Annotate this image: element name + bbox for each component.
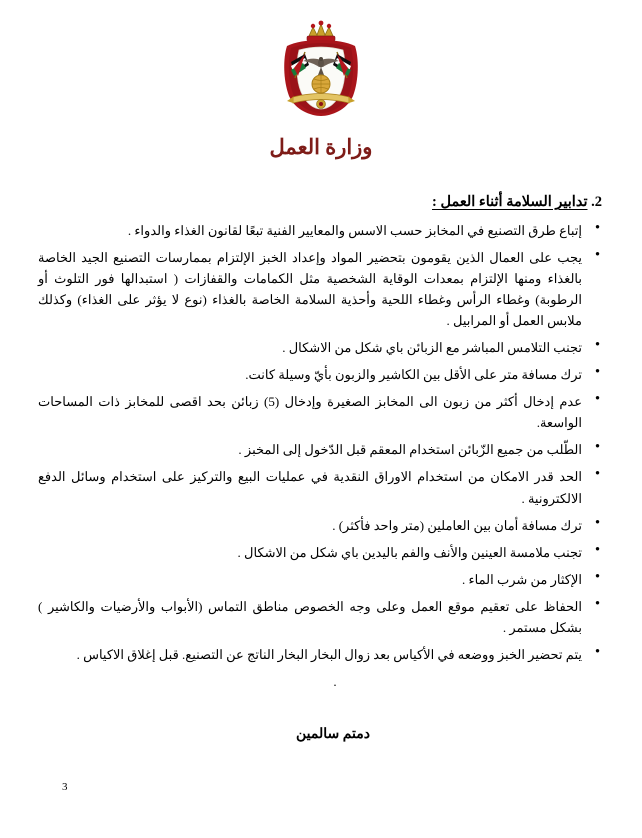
- stray-period: .: [333, 673, 337, 689]
- ministry-title: وزارة العمل: [269, 135, 373, 159]
- section-heading: [38, 194, 602, 211]
- list-item: ● إتباع طرق التصنيع في المخابز حسب الاسس والمعايير الفنية تبعًا لقانون الغذاء والدواء .: [38, 220, 602, 241]
- safety-measures-list: [38, 220, 602, 665]
- list-item: ● تجنب التلامس المباشر مع الزبائن باي شكل من الاشكال .: [38, 337, 602, 358]
- list-item: ● ترك مسافة متر على الأقل بين الكاشير والزبون بأيّ وسيلة كانت.: [38, 364, 602, 385]
- list-item: ● تجنب ملامسة العينين والأنف والفم باليدين باي شكل من الاشكال .: [38, 542, 602, 563]
- list-item: ● يجب على العمال الذين يقومون بتحضير المواد وإعداد الخبز الإلتزام بممارسات التصنيع الجيد الخاصة بالغذاء ومنها الإلتزام بمعدات الوقاية الشخصية مثل الكمامات والقفازات ( استبدالها فور التلوث أو الرطوبة) وغطاء الرأس وغطاء اللحية وأحذية السلامة الخاصة بالغذاء (نوع لا يؤثر على الغذاء) وكذلك ملابس العمل أو المرابيل .: [38, 247, 602, 331]
- page-number: 3: [62, 781, 68, 793]
- closing-salutation: دمتم سالمين: [295, 726, 370, 742]
- list-item: ● الإكثار من شرب الماء .: [38, 569, 602, 590]
- list-item: ● يتم تحضير الخبز ووضعه في الأكياس بعد زوال البخار البخار الناتج عن التصنيع. قبل إغلاق الاكياس .: [38, 644, 602, 665]
- document-header: [0, 0, 642, 160]
- list-item: ● الحد قدر الامكان من استخدام الاوراق النقدية في عمليات البيع والتركيز على استخدام وسائل الدفع الالكترونية .: [38, 466, 602, 508]
- jordan-coat-of-arms-icon: [261, 18, 381, 122]
- section-number: 2.: [591, 194, 602, 210]
- list-item: ● عدم إدخال أكثر من زبون الى المخابز الصغيرة وإدخال (5) زبائن بحد اقصى للمخابز ذات المساحات الواسعة.: [38, 391, 602, 433]
- list-item: ● الطّلب من جميع الزّبائن استخدام المعقم قبل الدّخول إلى المخبز .: [38, 439, 602, 460]
- list-item: ● ترك مسافة أمان بين العاملين (متر واحد فأكثر) .: [38, 515, 602, 536]
- section-heading-text: تدابير السلامة أثناء العمل :: [432, 194, 588, 210]
- document-content: [0, 160, 642, 743]
- list-item: ● الحفاظ على تعقيم موقع العمل وعلى وجه الخصوص مناطق التماس (الأبواب والأرضيات والكاشير ) بشكل مستمر .: [38, 596, 602, 638]
